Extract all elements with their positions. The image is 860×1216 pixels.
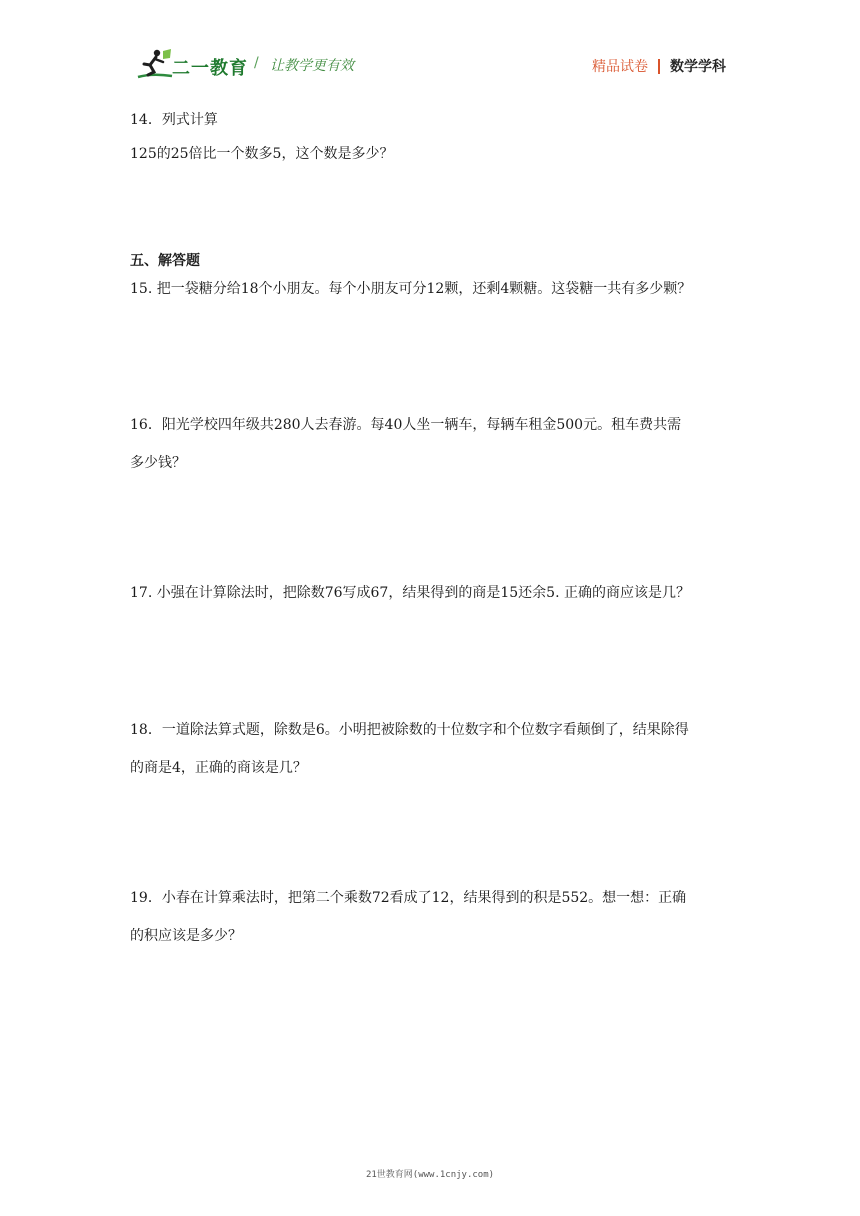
question-19 bbox=[130, 881, 730, 953]
question-17-text: 17. 小强在计算除法时，把除数76写成67，结果得到的商是15还余5. 正确的商应该是几？ bbox=[130, 585, 690, 601]
slogan: 让教学更有效 bbox=[270, 58, 354, 74]
page-footer: 21世教育网(www.1cnjy.com) bbox=[365, 1170, 495, 1180]
tag-divider bbox=[658, 59, 660, 74]
question-19-line-2: 的积应该是多少？ bbox=[130, 928, 242, 944]
question-18-line-2: 的商是4，正确的商该是几？ bbox=[130, 760, 307, 776]
brand-name: 二一教育 bbox=[172, 58, 248, 79]
question-14 bbox=[130, 103, 730, 171]
question-19-line-1: 19．小春在计算乘法时，把第二个乘数72看成了12，结果得到的积是552。想一想：正确 bbox=[130, 890, 687, 906]
question-14-body: 125的25倍比一个数多5，这个数是多少？ bbox=[130, 146, 394, 162]
slogan-separator: / bbox=[254, 55, 259, 71]
question-15-text: 15. 把一袋糖分给18个小朋友。每个小朋友可分12颗，还剩4颗糖。这袋糖一共有多少颗？ bbox=[130, 281, 692, 297]
tag-premium: 精品试卷 bbox=[592, 59, 648, 75]
page-header bbox=[0, 0, 860, 90]
question-15 bbox=[130, 272, 730, 306]
question-16-line-2: 多少钱？ bbox=[130, 455, 186, 471]
question-16-line-1: 16．阳光学校四年级共280人去春游。每40人坐一辆车，每辆车租金500元。租车费共需 bbox=[130, 417, 682, 433]
runner-logo-icon bbox=[136, 47, 174, 81]
question-14-title: 14．列式计算 bbox=[130, 112, 218, 128]
tag-subject: 数学学科 bbox=[670, 59, 726, 75]
question-18 bbox=[130, 713, 730, 785]
question-18-line-1: 18．一道除法算式题，除数是6。小明把被除数的十位数字和个位数字看颠倒了，结果除得 bbox=[130, 722, 689, 738]
question-16 bbox=[130, 408, 730, 480]
header-tags bbox=[592, 56, 726, 76]
question-17 bbox=[130, 576, 730, 610]
section-title: 五、解答题 bbox=[130, 253, 200, 269]
